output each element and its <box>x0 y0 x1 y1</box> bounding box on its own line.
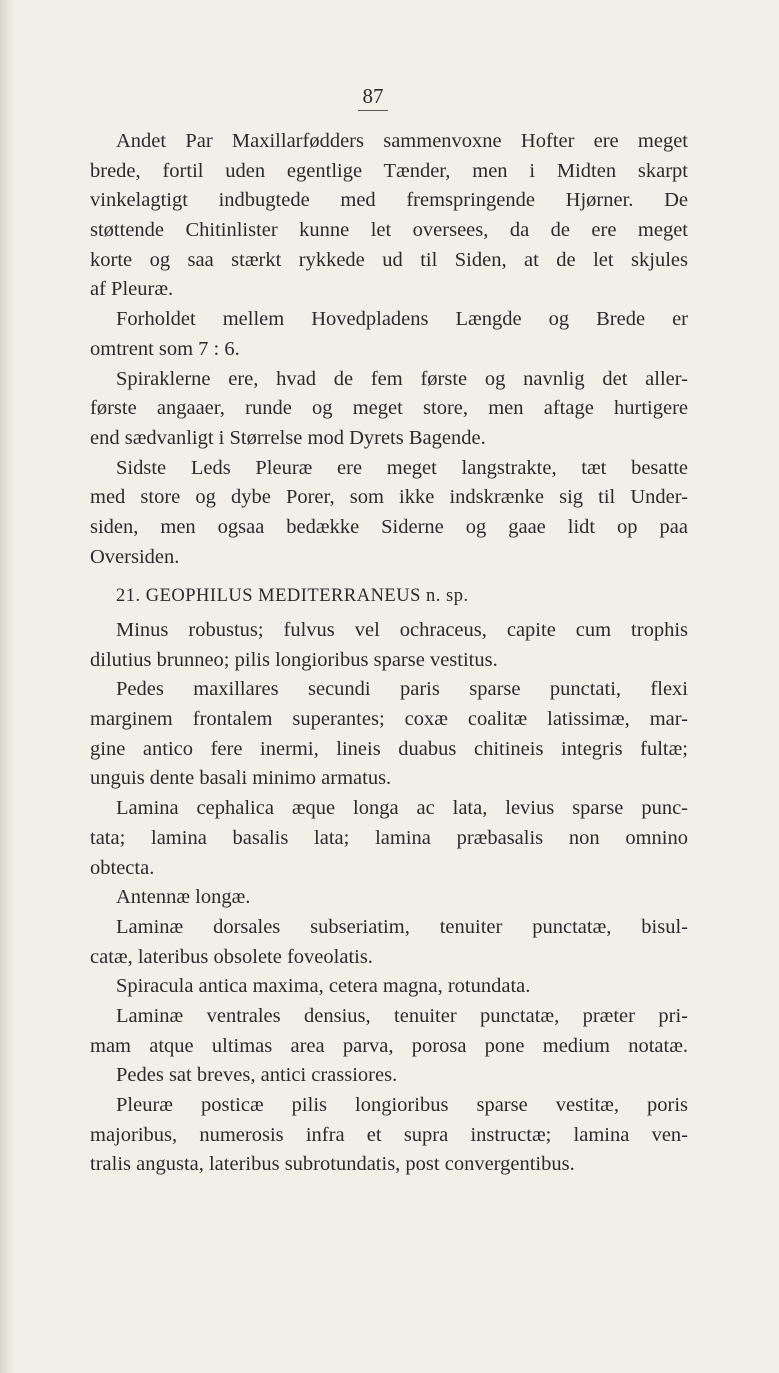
latin-line: mam atque ultimas area parva, porosa pone medium notatæ. <box>90 1034 688 1057</box>
page-number: 87 <box>358 84 388 111</box>
text-line: med store og dybe Porer, som ikke indskrænke sig til Under- <box>90 486 688 509</box>
text-line: omtrent som 7 : 6. <box>90 337 240 360</box>
latin-line: majoribus, numerosis infra et supra instructæ; lamina ven- <box>90 1123 688 1146</box>
text-line: end sædvanligt i Størrelse mod Dyrets Bagende. <box>90 426 486 449</box>
text-line: Oversiden. <box>90 545 180 568</box>
text-line: af Pleuræ. <box>90 278 174 301</box>
text-line: første angaaer, runde og meget store, men aftage hurtigere <box>90 397 688 420</box>
latin-line: obtecta. <box>90 856 155 879</box>
latin-line: Antennæ longæ. <box>116 886 251 909</box>
latin-line: tata; lamina basalis lata; lamina præbasalis non omnino <box>90 826 688 849</box>
body-text <box>90 127 688 1180</box>
section-heading: 21. GEOPHILUS MEDITERRANEUS n. sp. <box>116 586 469 607</box>
latin-line: catæ, lateribus obsolete foveolatis. <box>90 945 373 968</box>
text-line: Andet Par Maxillarfødders sammenvoxne Hofter ere meget <box>116 130 688 152</box>
latin-line: tralis angusta, lateribus subrotundatis, post convergentibus. <box>90 1153 575 1176</box>
text-line: Sidste Leds Pleuræ ere meget langstrakte, tæt besatte <box>116 456 688 479</box>
latin-line: dilutius brunneo; pilis longioribus sparse vestitus. <box>90 648 498 671</box>
text-line: vinkelagtigt indbugtede med fremspringende Hjørner. De <box>90 189 688 212</box>
latin-line: Pleuræ posticæ pilis longioribus sparse vestitæ, poris <box>116 1094 688 1116</box>
latin-line: gine antico fere inermi, lineis duabus chitineis integris fultæ; <box>90 737 688 760</box>
latin-line: Laminæ ventrales densius, tenuiter punctatæ, præter pri- <box>116 1004 688 1027</box>
text-line: siden, men ogsaa bedække Siderne og gaae lidt op paa <box>90 515 688 538</box>
latin-line: unguis dente basali minimo armatus. <box>90 767 392 790</box>
text-line: Spiraklerne ere, hvad de fem første og navnlig det aller- <box>116 367 688 390</box>
text-line: støttende Chitinlister kunne let oversees, da de ere meget <box>90 219 688 242</box>
latin-line: Laminæ dorsales subseriatim, tenuiter punctatæ, bisul- <box>116 915 688 938</box>
latin-line: Spiracula antica maxima, cetera magna, rotundata. <box>116 975 531 998</box>
text-line: korte og saa stærkt rykkede ud til Siden, at de let skjules <box>90 248 688 271</box>
latin-line: Minus robustus; fulvus vel ochraceus, capite cum trophis <box>116 619 688 641</box>
latin-line: Pedes maxillares secundi paris sparse punctati, flexi <box>116 678 688 701</box>
latin-line: Pedes sat breves, antici crassiores. <box>116 1064 398 1087</box>
text-line: brede, fortil uden egentlige Tænder, men i Midten skarpt <box>90 159 688 182</box>
page-edge-shadow <box>0 0 14 1373</box>
text-line: Forholdet mellem Hovedpladens Længde og Brede er <box>116 308 688 331</box>
latin-line: marginem frontalem superantes; coxæ coalitæ latissimæ, mar- <box>90 708 688 731</box>
latin-line: Lamina cephalica æque longa ac lata, levius sparse punc- <box>116 797 688 820</box>
